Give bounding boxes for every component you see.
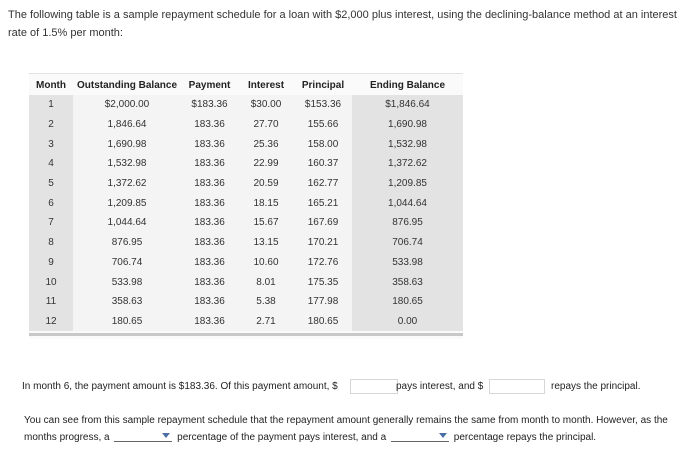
cell-ending-balance: $1,846.64 [352, 95, 463, 115]
chevron-down-icon [162, 433, 170, 438]
cell-outstanding-balance: 180.65 [73, 312, 181, 332]
cell-principal: 172.76 [294, 253, 352, 273]
cell-interest: 18.15 [238, 193, 294, 213]
cell-interest: 25.36 [238, 134, 294, 154]
table-row [29, 253, 463, 273]
cell-ending-balance: 1,044.64 [352, 193, 463, 213]
cell-principal: 180.65 [294, 312, 352, 332]
cell-month: 11 [29, 292, 73, 312]
cell-ending-balance: 1,532.98 [352, 134, 463, 154]
cell-principal: 158.00 [294, 134, 352, 154]
cell-month: 3 [29, 134, 73, 154]
cell-ending-balance: 0.00 [352, 312, 463, 332]
cell-interest: 20.59 [238, 174, 294, 194]
cell-interest: 27.70 [238, 115, 294, 135]
cell-outstanding-balance: 1,209.85 [73, 193, 181, 213]
cell-principal: 165.21 [294, 193, 352, 213]
table-row [29, 272, 463, 292]
question2-text-part1: You can see from this sample repayment schedule that the repayment amount generally remains the same from month to month. However, as the months progress, a [24, 415, 668, 443]
cell-outstanding-balance: 1,532.98 [73, 154, 181, 174]
table-row [29, 115, 463, 135]
table-row [29, 95, 463, 115]
cell-interest: 22.99 [238, 154, 294, 174]
cell-interest: 5.38 [238, 292, 294, 312]
cell-payment: 183.36 [181, 154, 238, 174]
cell-interest: 2.71 [238, 312, 294, 332]
cell-payment: 183.36 [181, 213, 238, 233]
table-header-row [29, 75, 463, 95]
cell-payment: 183.36 [181, 233, 238, 253]
cell-payment: 183.36 [181, 312, 238, 332]
table-row [29, 233, 463, 253]
cell-payment: 183.36 [181, 193, 238, 213]
cell-outstanding-balance: 358.63 [73, 292, 181, 312]
principal-trend-select[interactable] [391, 429, 449, 442]
interest-trend-select[interactable] [114, 429, 172, 442]
col-header-outstanding-balance: Outstanding Balance [73, 75, 181, 95]
cell-month: 9 [29, 253, 73, 273]
cell-ending-balance: 1,690.98 [352, 115, 463, 135]
col-header-principal: Principal [294, 75, 352, 95]
cell-outstanding-balance: 1,372.62 [73, 174, 181, 194]
table-row [29, 292, 463, 312]
question1-text-part1: In month 6, the payment amount is $183.36. Of this payment amount, $ [22, 381, 338, 392]
principal-amount-input[interactable] [489, 379, 545, 394]
cell-interest: 10.60 [238, 253, 294, 273]
cell-payment: 183.36 [181, 134, 238, 154]
cell-month: 1 [29, 95, 73, 115]
intro-text: The following table is a sample repayment schedule for a loan with $2,000 plus interest, using the declining-balance method at an interest rate of 1.5% per month: [8, 9, 677, 39]
table-row [29, 213, 463, 233]
repayment-schedule-table [29, 75, 463, 331]
cell-outstanding-balance: 1,846.64 [73, 115, 181, 135]
cell-month: 2 [29, 115, 73, 135]
cell-outstanding-balance: 876.95 [73, 233, 181, 253]
cell-principal: 175.35 [294, 272, 352, 292]
cell-payment: 183.36 [181, 115, 238, 135]
question2-text-part2: percentage of the payment pays interest, and a [177, 432, 387, 443]
cell-outstanding-balance: 1,690.98 [73, 134, 181, 154]
cell-payment: $183.36 [181, 95, 238, 115]
cell-payment: 183.36 [181, 292, 238, 312]
cell-principal: $153.36 [294, 95, 352, 115]
table-row [29, 193, 463, 213]
cell-ending-balance: 876.95 [352, 213, 463, 233]
cell-outstanding-balance: 706.74 [73, 253, 181, 273]
cell-interest: $30.00 [238, 95, 294, 115]
col-header-payment: Payment [181, 75, 238, 95]
table-row [29, 174, 463, 194]
col-header-ending-balance: Ending Balance [352, 75, 463, 95]
cell-principal: 167.69 [294, 213, 352, 233]
cell-month: 4 [29, 154, 73, 174]
cell-month: 10 [29, 272, 73, 292]
cell-ending-balance: 1,209.85 [352, 174, 463, 194]
cell-payment: 183.36 [181, 174, 238, 194]
cell-outstanding-balance: $2,000.00 [73, 95, 181, 115]
cell-ending-balance: 533.98 [352, 253, 463, 273]
cell-principal: 160.37 [294, 154, 352, 174]
question-trend [24, 412, 684, 446]
col-header-interest: Interest [238, 75, 294, 95]
cell-month: 12 [29, 312, 73, 332]
cell-ending-balance: 358.63 [352, 272, 463, 292]
cell-month: 5 [29, 174, 73, 194]
table-row [29, 154, 463, 174]
cell-payment: 183.36 [181, 272, 238, 292]
cell-ending-balance: 706.74 [352, 233, 463, 253]
cell-interest: 13.15 [238, 233, 294, 253]
cell-principal: 155.66 [294, 115, 352, 135]
cell-payment: 183.36 [181, 253, 238, 273]
cell-interest: 15.67 [238, 213, 294, 233]
header-rule [29, 73, 463, 74]
question2-text-part3: percentage repays the principal. [453, 432, 597, 443]
cell-principal: 162.77 [294, 174, 352, 194]
cell-ending-balance: 1,372.62 [352, 154, 463, 174]
cell-ending-balance: 180.65 [352, 292, 463, 312]
table-row [29, 134, 463, 154]
table-row [29, 312, 463, 332]
table-bottom-rule [29, 333, 463, 336]
chevron-down-icon [439, 433, 447, 438]
cell-principal: 170.21 [294, 233, 352, 253]
cell-month: 8 [29, 233, 73, 253]
cell-outstanding-balance: 1,044.64 [73, 213, 181, 233]
cell-month: 7 [29, 213, 73, 233]
question-month-6 [8, 378, 698, 398]
question1-text-part2: pays interest, and $ [396, 381, 484, 392]
col-header-month: Month [29, 75, 73, 95]
question1-text-part3: repays the principal. [551, 381, 641, 392]
interest-amount-input[interactable] [350, 379, 398, 394]
cell-outstanding-balance: 533.98 [73, 272, 181, 292]
cell-principal: 177.98 [294, 292, 352, 312]
cell-month: 6 [29, 193, 73, 213]
cell-interest: 8.01 [238, 272, 294, 292]
